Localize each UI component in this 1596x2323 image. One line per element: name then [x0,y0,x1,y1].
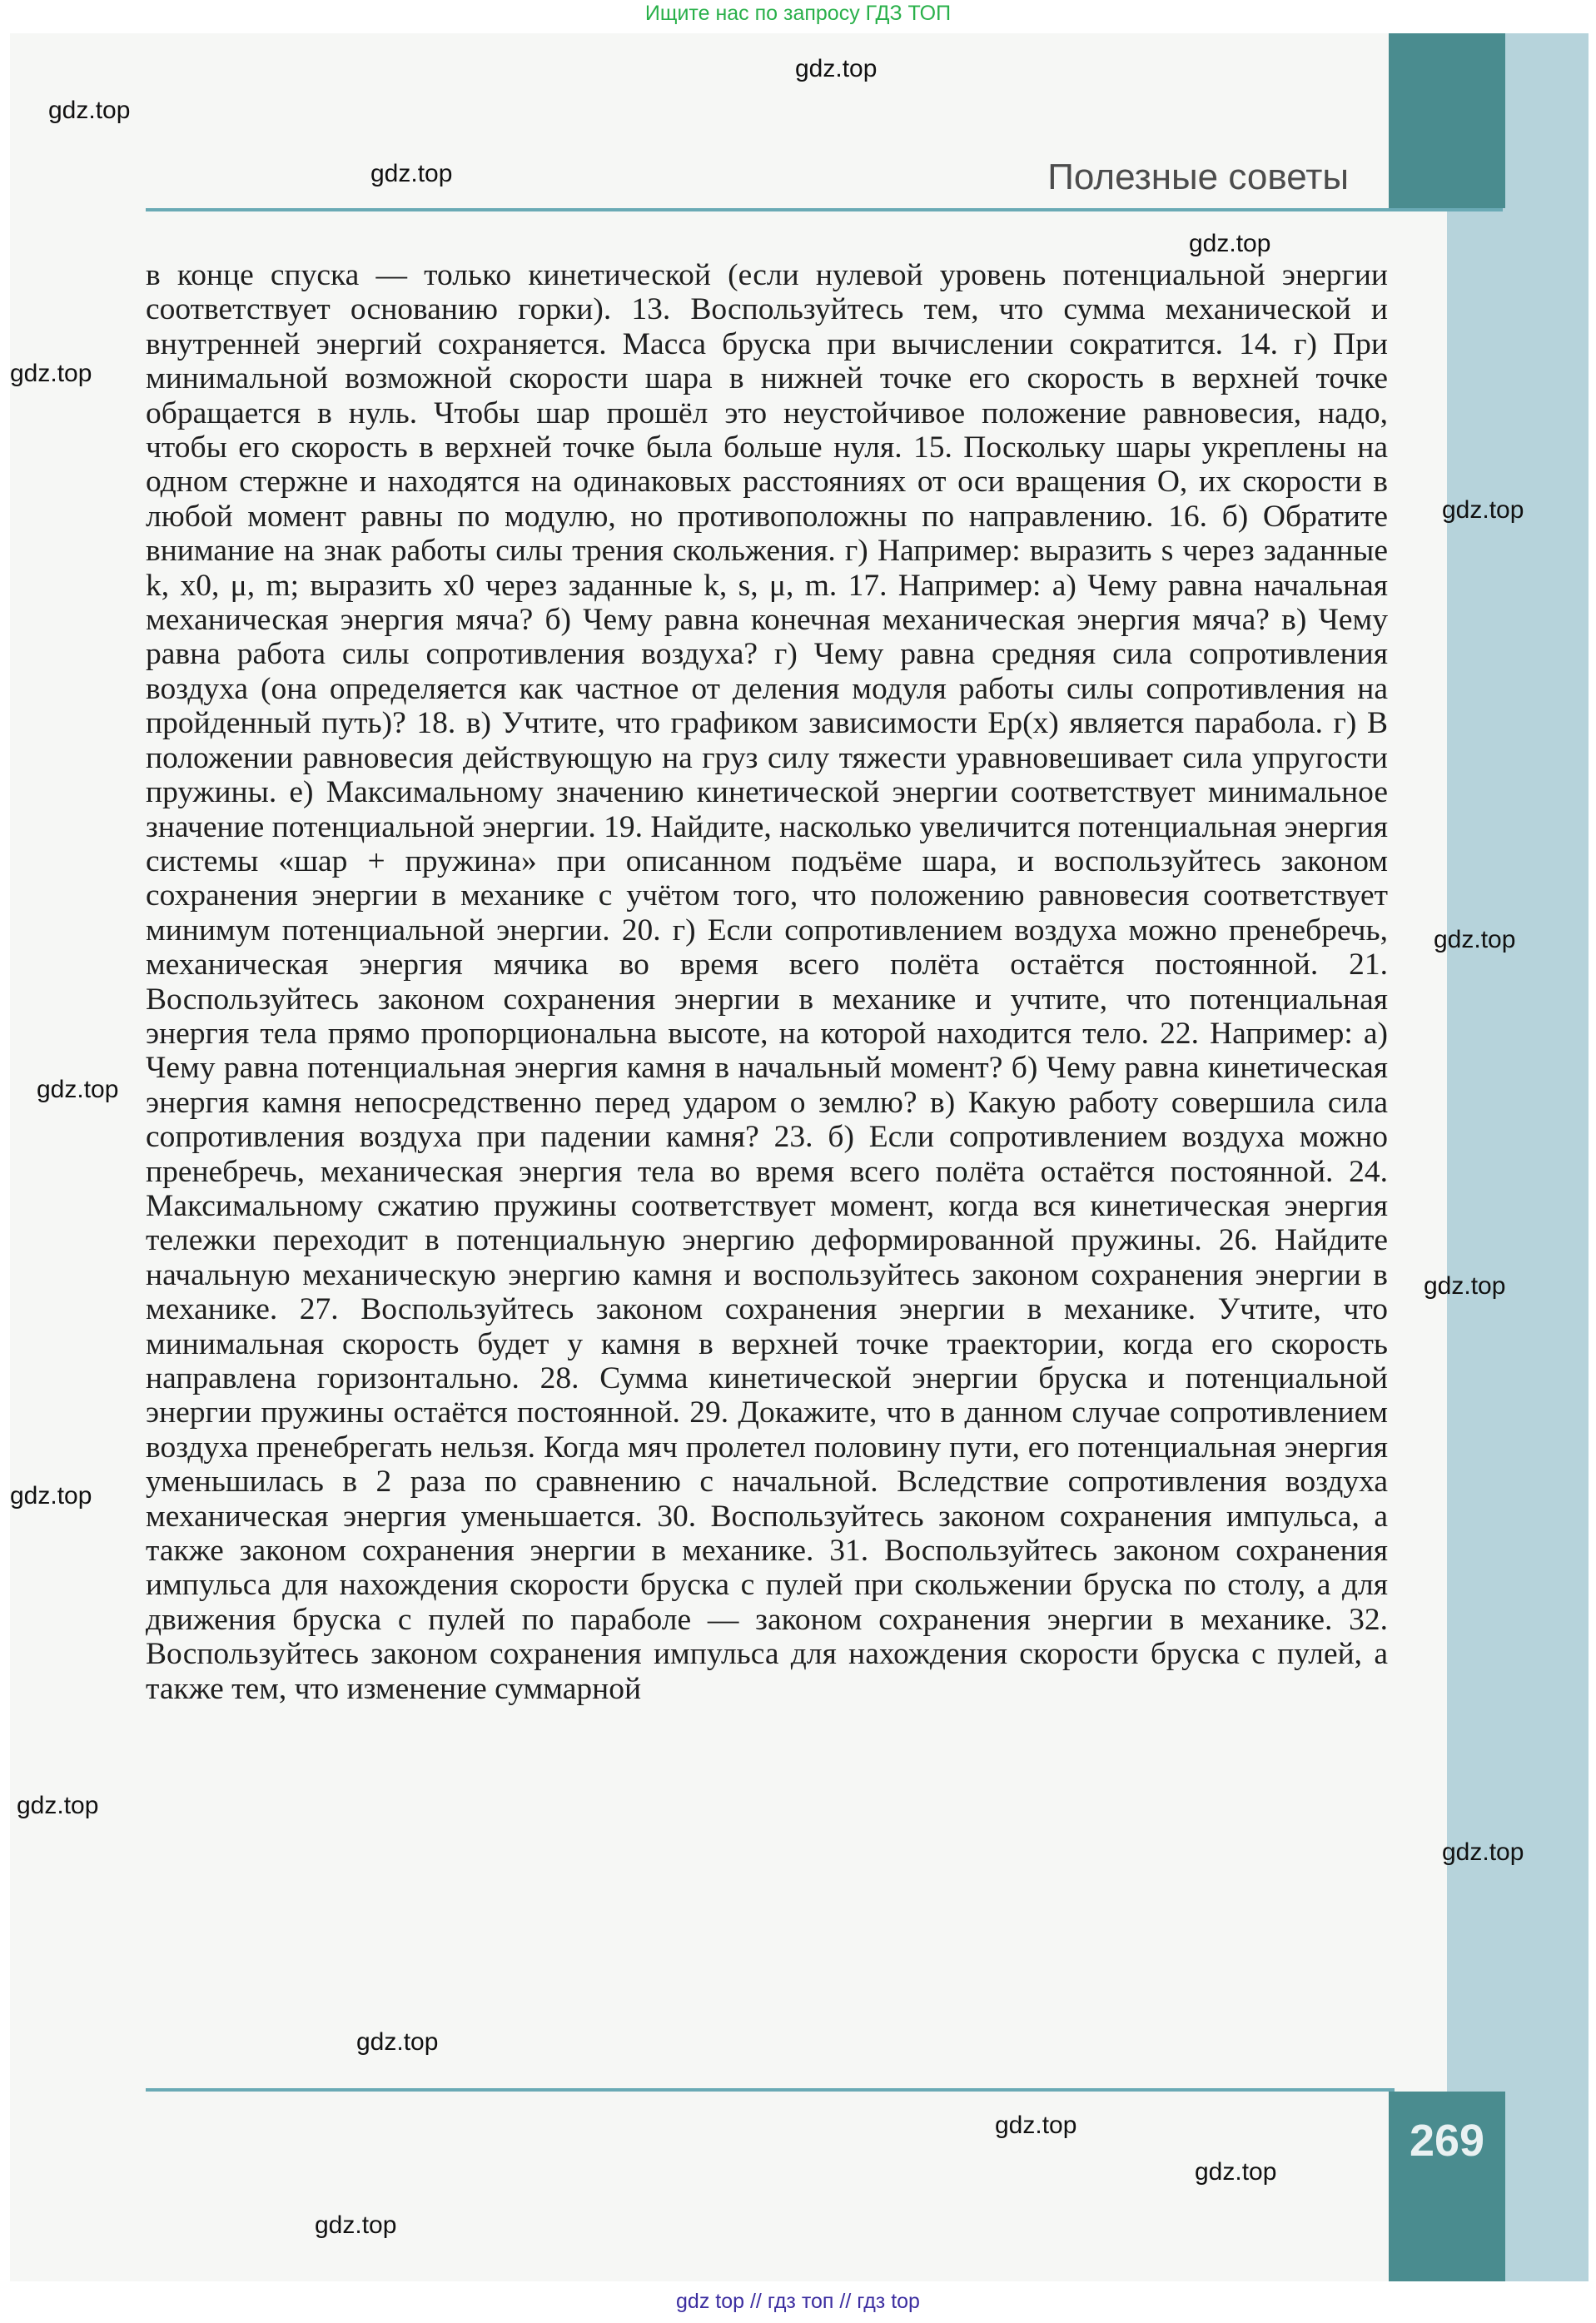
watermark: gdz.top [315,2211,397,2239]
header-rule [146,208,1503,211]
top-banner[interactable]: Ищите нас по запросу ГДЗ ТОП [644,2,952,25]
watermark: gdz.top [10,360,92,387]
footer-rule [146,2088,1395,2092]
watermark: gdz.top [995,2112,1077,2139]
advice-text [146,258,1388,1706]
bottom-banner[interactable]: gdz top // гдз топ // гдз top [676,2290,920,2313]
watermark: gdz.top [1434,926,1516,953]
watermark: gdz.top [1442,496,1524,524]
advice-paragraph: в конце спуска — только кинетической (если нулевой уровень потенциальной энергии соответствует основанию горки). 13. Воспользуйтесь тем, что сумма механической и внутренней энергий сохраняется. Масса бруска при вычислении сократится. 14. г) При минимальной возможной скорости шара в нижней точке его скорость в верхней точке обращается в нуль. Чтобы шар прошёл это неустойчивое положение равновесия, надо, чтобы его скорость в верхней точке была больше нуля. 15. Поскольку шары укреплены на одном стержне и находятся на одинаковых расстояниях от оси вращения O, их скорости в любой момент равны по модулю, но противоположны по направлению. 16. б) Обратите внимание на знак работы силы трения скольжения. г) Например: выразить s через заданные k, x0, μ, m; выразить x0 через заданные k, s, μ, m. 17. Например: а) Чему равна начальная механическая энергия мяча? б) Чему равна конечная механическая энергия мяча? в) Чему равна работа силы сопротивления воздуха? г) Чему равна средняя сила сопротивления воздуха (она определяется как частное от деления модуля работы силы сопротивления на пройденный путь)? 18. в) Учтите, что графиком зависимости Ep(x) является парабола. г) В положении равновесия действующую на груз силу тяжести уравновешивает сила упругости пружины. е) Максимальному значению кинетической энергии соответствует минимальное значение потенциальной энергии. 19. Найдите, насколько увеличится потенциальная энергия системы «шар + пружина» при описанном подъёме шара, и воспользуйтесь законом сохранения энергии в механике с учётом того, что положению равновесия соответствует минимум потенциальной энергии. 20. г) Если сопротивлением воздуха можно пренебречь, механическая энергия мячика во время всего полёта остаётся постоянной. 21. Воспользуйтесь законом сохранения энергии в механике и учтите, что потенциальная энергия тела прямо пропорциональна высоте, на которой находится тело. 22. Например: а) Чему равна потенциальная энергия камня в начальный момент? б) Чему равна кинетическая энергия камня непосредственно перед ударом о землю? в) Какую работу совершила сила сопротивления воздуха при падении камня? 23. б) Если сопротивлением воздуха можно пренебречь, механическая энергия тела во время всего полёта остаётся постоянной. 24. Максимальному сжатию пружины соответствует момент, когда вся кинетическая энергия тележки переходит в потенциальную энергию деформированной пружины. 26. Найдите начальную механическую энергию камня и воспользуйтесь законом сохранения энергии в механике. 27. Воспользуйтесь законом сохранения энергии в механике. Учтите, что минимальная скорость будет у камня в верхней точке траектории, когда его скорость направлена горизонтально. 28. Сумма кинетической энергии бруска и потенциальной энергии пружины остаётся постоянной. 29. Докажите, что в данном случае сопротивлением воздуха пренебрегать нельзя. Когда мяч пролетел половину пути, его потенциальная энергия уменьшилась в 2 раза по сравнению с начальной. Вследствие сопротивления воздуха механическая энергия уменьшается. 30. Воспользуйтесь законом сохранения импульса, а также законом сохранения энергии в механике. 31. Воспользуйтесь законом сохранения импульса для нахождения скорости бруска с пулей при скольжении бруска по столу, а для движения бруска с пулей по параболе — законом сохранения энергии в механике. 32. Воспользуйтесь законом сохранения импульса для нахождения скорости бруска с пулей, а также тем, что изменение суммарной [146,258,1388,1706]
page-side-band [1447,33,1589,2281]
watermark: gdz.top [370,160,453,187]
section-tab [1389,33,1505,208]
watermark: gdz.top [1424,1272,1506,1300]
watermark: gdz.top [1442,1838,1524,1866]
watermark: gdz.top [795,55,878,82]
watermark: gdz.top [356,2028,439,2056]
watermark: gdz.top [1195,2158,1277,2186]
page-number: 269 [1409,2116,1485,2166]
section-title: Полезные советы [1047,157,1349,197]
watermark: gdz.top [48,97,131,124]
watermark: gdz.top [37,1076,119,1103]
watermark: gdz.top [10,1482,92,1510]
watermark: gdz.top [1189,230,1271,257]
watermark: gdz.top [17,1792,99,1819]
